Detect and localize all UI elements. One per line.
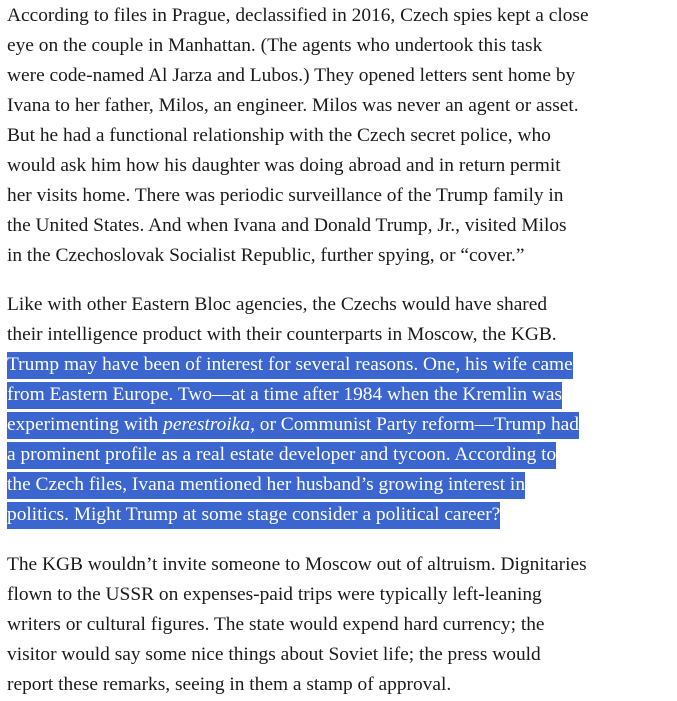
text-selection[interactable]: Trump may have been of interest for several reasons. One, his wife came [7, 352, 573, 379]
paragraph-3 [7, 550, 587, 700]
selected-text-line[interactable] [7, 440, 579, 470]
text-line: their intelligence product with their counterparts in Moscow, the KGB. [7, 324, 557, 345]
text-line: eye on the couple in Manhattan. (The agents who undertook this task [7, 35, 543, 56]
selected-text-line[interactable] [7, 350, 579, 380]
selection-segment: , or Communist Party reform—Trump had [250, 414, 579, 435]
text-selection[interactable]: the Czech files, Ivana mentioned her husband’s growing interest in [7, 472, 525, 499]
selected-text-line[interactable] [7, 500, 579, 530]
text-line: But he had a functional relationship with the Czech secret police, who [7, 125, 551, 146]
selected-text-line[interactable] [7, 410, 579, 440]
paragraph-1 [7, 1, 589, 271]
text-line: According to files in Prague, declassified in 2016, Czech spies kept a close [7, 5, 589, 26]
text-selection[interactable]: politics. Might Trump at some stage consider a political career? [7, 502, 500, 529]
paragraph-2 [7, 290, 579, 530]
text-line: Like with other Eastern Bloc agencies, the Czechs would have shared [7, 294, 548, 315]
selected-text-line[interactable] [7, 380, 579, 410]
text-line: Ivana to her father, Milos, an engineer. Milos was never an agent or asset. [7, 95, 579, 116]
text-line: her visits home. There was periodic surveillance of the Trump family in [7, 185, 564, 206]
text-line: report these remarks, seeing in them a stamp of approval. [7, 674, 452, 695]
emphasized-word: perestroika [163, 414, 251, 435]
text-selection[interactable] [7, 412, 579, 439]
text-line: in the Czechoslovak Socialist Republic, further spying, or “cover.” [7, 245, 525, 266]
text-line: flown to the USSR on expenses-paid trips were typically left-leaning [7, 584, 542, 605]
text-line: were code-named Al Jarza and Lubos.) They opened letters sent home by [7, 65, 576, 86]
text-line: would ask him how his daughter was doing abroad and in return permit [7, 155, 561, 176]
selected-text-line[interactable] [7, 470, 579, 500]
text-selection[interactable]: a prominent profile as a real estate developer and tycoon. According to [7, 442, 556, 469]
text-line: The KGB wouldn’t invite someone to Moscow out of altruism. Dignitaries [7, 554, 587, 575]
text-line: visitor would say some nice things about Soviet life; the press would [7, 644, 541, 665]
text-selection[interactable]: from Eastern Europe. Two—at a time after 1984 when the Kremlin was [7, 382, 562, 409]
text-line: the United States. And when Ivana and Donald Trump, Jr., visited Milos [7, 215, 567, 236]
selection-segment: experimenting with [7, 414, 164, 435]
text-line: writers or cultural figures. The state would expend hard currency; the [7, 614, 545, 635]
